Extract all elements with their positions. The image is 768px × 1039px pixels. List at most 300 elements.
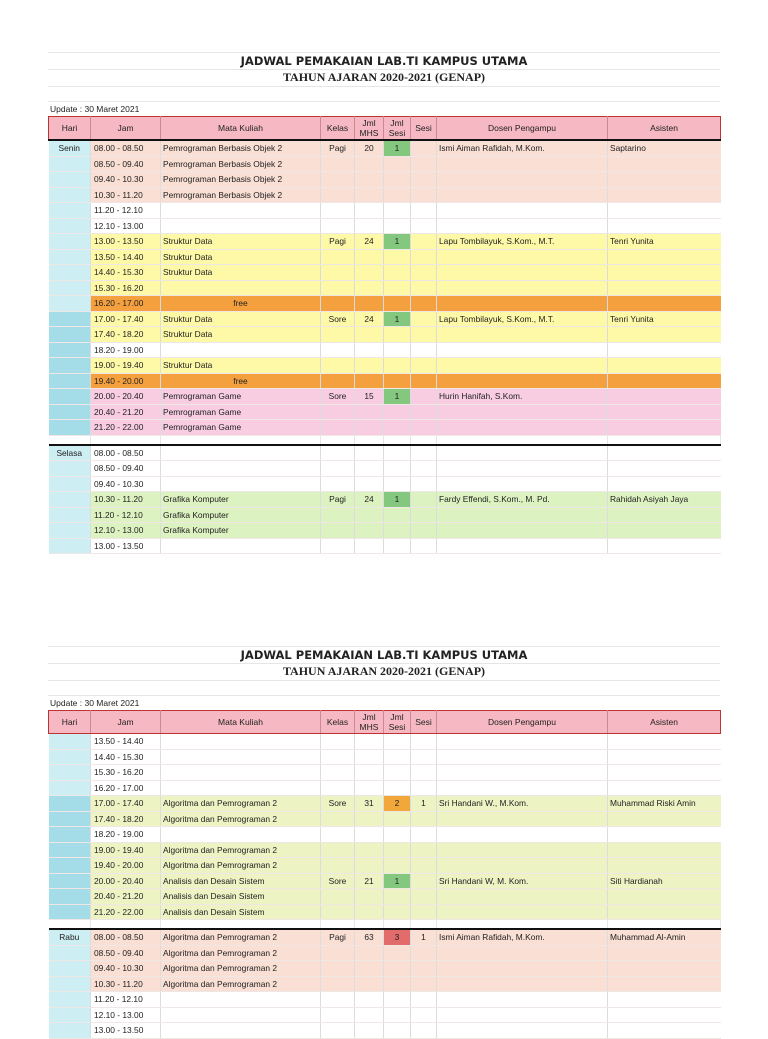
kelas-cell [321, 889, 355, 905]
kelas-cell: Sore [321, 873, 355, 889]
sesi-cell [411, 265, 437, 281]
jam-cell: 13.00 - 13.50 [91, 538, 161, 554]
dosen-cell: Fardy Effendi, S.Kom., M. Pd. [437, 492, 608, 508]
column-header: Sesi [411, 711, 437, 734]
column-header: Asisten [608, 711, 721, 734]
sesi-cell [411, 873, 437, 889]
sesi-cell [411, 858, 437, 874]
hari-cell [49, 342, 91, 358]
dosen-cell [437, 523, 608, 539]
table-row [49, 961, 721, 977]
asisten-cell: Muhammad Riski Amin [608, 796, 721, 812]
hari-cell [49, 461, 91, 477]
table-row [49, 765, 721, 781]
sesi-cell [411, 992, 437, 1008]
jam-cell: 17.40 - 18.20 [91, 327, 161, 343]
column-header: Jam [91, 117, 161, 141]
sesi-cell [411, 203, 437, 219]
hari-cell [49, 749, 91, 765]
sesi-cell [411, 234, 437, 250]
asisten-cell [608, 842, 721, 858]
table-row [49, 523, 721, 539]
jml-sesi-cell [384, 445, 411, 461]
table-row [49, 1023, 721, 1039]
mata-kuliah-cell: Pemrograman Berbasis Objek 2 [161, 172, 321, 188]
table-row [49, 749, 721, 765]
hari-cell: Rabu [49, 929, 91, 945]
hari-cell [49, 858, 91, 874]
kelas-cell [321, 296, 355, 312]
hari-cell [49, 1023, 91, 1039]
jml-mhs-cell [355, 1007, 384, 1023]
sesi-cell [411, 507, 437, 523]
mata-kuliah-cell [161, 827, 321, 843]
jam-cell: 13.50 - 14.40 [91, 249, 161, 265]
mata-kuliah-cell: Algoritma dan Pemrograman 2 [161, 811, 321, 827]
mata-kuliah-cell [161, 476, 321, 492]
hari-cell [49, 358, 91, 374]
jml-sesi-cell [384, 420, 411, 436]
hari-cell [49, 538, 91, 554]
dosen-cell: Sri Handani W, M. Kom. [437, 873, 608, 889]
table-row [49, 507, 721, 523]
mata-kuliah-cell: Grafika Komputer [161, 523, 321, 539]
jml-mhs-cell [355, 538, 384, 554]
schedule-sheet-1 [48, 52, 720, 554]
column-header: Mata Kuliah [161, 711, 321, 734]
dosen-cell [437, 265, 608, 281]
jml-sesi-cell [384, 904, 411, 920]
jml-mhs-cell [355, 404, 384, 420]
mata-kuliah-cell: Struktur Data [161, 327, 321, 343]
sesi-cell [411, 961, 437, 977]
jml-sesi-cell [384, 827, 411, 843]
jml-sesi-cell: 2 [384, 796, 411, 812]
jml-mhs-cell: 15 [355, 389, 384, 405]
mata-kuliah-cell: Pemrograman Game [161, 389, 321, 405]
jml-mhs-cell: 24 [355, 311, 384, 327]
jam-cell: 10.30 - 11.20 [91, 187, 161, 203]
jml-sesi-cell [384, 358, 411, 374]
mata-kuliah-cell [161, 445, 321, 461]
table-row [49, 172, 721, 188]
jml-mhs-cell [355, 203, 384, 219]
asisten-cell [608, 961, 721, 977]
table-row [49, 187, 721, 203]
kelas-cell [321, 961, 355, 977]
asisten-cell: Muhammad Al-Amin [608, 929, 721, 945]
jam-cell: 19.00 - 19.40 [91, 358, 161, 374]
hari-cell [49, 811, 91, 827]
hari-cell [49, 187, 91, 203]
dosen-cell [437, 507, 608, 523]
asisten-cell [608, 249, 721, 265]
mata-kuliah-cell: free [161, 373, 321, 389]
mata-kuliah-cell: Grafika Komputer [161, 492, 321, 508]
asisten-cell [608, 538, 721, 554]
sesi-cell [411, 780, 437, 796]
jml-mhs-cell [355, 156, 384, 172]
sesi-cell [411, 172, 437, 188]
jml-sesi-cell: 1 [384, 234, 411, 250]
mata-kuliah-cell: Struktur Data [161, 265, 321, 281]
jml-mhs-cell [355, 476, 384, 492]
kelas-cell [321, 445, 355, 461]
jam-cell: 17.00 - 17.40 [91, 311, 161, 327]
asisten-cell [608, 218, 721, 234]
table-row [49, 976, 721, 992]
sesi-cell [411, 342, 437, 358]
asisten-cell [608, 889, 721, 905]
kelas-cell [321, 187, 355, 203]
hari-cell [49, 265, 91, 281]
table-row [49, 373, 721, 389]
hari-cell [49, 389, 91, 405]
dosen-cell [437, 218, 608, 234]
jml-mhs-cell: 24 [355, 234, 384, 250]
sesi-cell [411, 404, 437, 420]
sesi-cell [411, 218, 437, 234]
kelas-cell [321, 507, 355, 523]
jml-mhs-cell [355, 734, 384, 750]
jml-sesi-cell [384, 218, 411, 234]
jam-cell: 18.20 - 19.00 [91, 342, 161, 358]
column-header: Mata Kuliah [161, 117, 321, 141]
hari-cell [49, 992, 91, 1008]
asisten-cell [608, 1023, 721, 1039]
column-header: Dosen Pengampu [437, 117, 608, 141]
jam-cell: 18.20 - 19.00 [91, 827, 161, 843]
mata-kuliah-cell: Algoritma dan Pemrograman 2 [161, 945, 321, 961]
asisten-cell [608, 749, 721, 765]
hari-cell: Senin [49, 140, 91, 156]
jam-cell: 19.40 - 20.00 [91, 373, 161, 389]
sesi-cell [411, 976, 437, 992]
dosen-cell [437, 327, 608, 343]
sesi-cell: 1 [411, 929, 437, 945]
asisten-cell [608, 420, 721, 436]
kelas-cell [321, 842, 355, 858]
asisten-cell [608, 280, 721, 296]
dosen-cell: Sri Handani W., M.Kom. [437, 796, 608, 812]
dosen-cell [437, 976, 608, 992]
jam-cell: 21.20 - 22.00 [91, 904, 161, 920]
hari-cell [49, 327, 91, 343]
sesi-cell [411, 296, 437, 312]
jml-sesi-cell [384, 203, 411, 219]
dosen-cell [437, 1007, 608, 1023]
mata-kuliah-cell [161, 203, 321, 219]
jml-mhs-cell [355, 420, 384, 436]
dosen-cell: Ismi Aiman Rafidah, M.Kom. [437, 929, 608, 945]
dosen-cell: Ismi Aiman Rafidah, M.Kom. [437, 140, 608, 156]
jam-cell: 11.20 - 12.10 [91, 992, 161, 1008]
dosen-cell [437, 249, 608, 265]
asisten-cell: Rahidah Asiyah Jaya [608, 492, 721, 508]
dosen-cell [437, 461, 608, 477]
asisten-cell [608, 780, 721, 796]
jam-cell: 14.40 - 15.30 [91, 749, 161, 765]
kelas-cell [321, 461, 355, 477]
column-header: Dosen Pengampu [437, 711, 608, 734]
table-row [49, 404, 721, 420]
jml-mhs-cell [355, 827, 384, 843]
jml-sesi-cell [384, 265, 411, 281]
dosen-cell [437, 373, 608, 389]
hari-cell [49, 280, 91, 296]
jml-sesi-cell [384, 1023, 411, 1039]
mata-kuliah-cell: Struktur Data [161, 234, 321, 250]
hari-cell [49, 203, 91, 219]
jml-sesi-cell [384, 858, 411, 874]
hari-cell [49, 796, 91, 812]
table-row [49, 203, 721, 219]
sheet-title: JADWAL PEMAKAIAN LAB.TI KAMPUS UTAMA [48, 646, 720, 663]
mata-kuliah-cell: Pemrograman Game [161, 420, 321, 436]
asisten-cell [608, 389, 721, 405]
asisten-cell [608, 156, 721, 172]
sesi-cell [411, 538, 437, 554]
asisten-cell [608, 404, 721, 420]
mata-kuliah-cell [161, 992, 321, 1008]
jml-mhs-cell [355, 1023, 384, 1039]
update-date: Update : 30 Maret 2021 [48, 101, 720, 116]
jml-mhs-cell [355, 765, 384, 781]
sesi-cell [411, 327, 437, 343]
dosen-cell [437, 1023, 608, 1039]
kelas-cell [321, 1023, 355, 1039]
sesi-cell: 1 [411, 796, 437, 812]
jml-sesi-cell [384, 187, 411, 203]
asisten-cell [608, 507, 721, 523]
table-row [49, 156, 721, 172]
column-header: Sesi [411, 117, 437, 141]
jml-mhs-cell [355, 523, 384, 539]
mata-kuliah-cell: Analisis dan Desain Sistem [161, 889, 321, 905]
table-row [49, 476, 721, 492]
kelas-cell [321, 172, 355, 188]
jml-sesi-cell [384, 373, 411, 389]
jml-sesi-cell [384, 523, 411, 539]
hari-cell [49, 507, 91, 523]
hari-cell [49, 373, 91, 389]
dosen-cell [437, 187, 608, 203]
mata-kuliah-cell [161, 538, 321, 554]
mata-kuliah-cell [161, 780, 321, 796]
asisten-cell [608, 445, 721, 461]
mata-kuliah-cell: Struktur Data [161, 249, 321, 265]
jml-mhs-cell: 20 [355, 140, 384, 156]
asisten-cell [608, 827, 721, 843]
jml-sesi-cell [384, 280, 411, 296]
jml-sesi-cell [384, 765, 411, 781]
kelas-cell [321, 280, 355, 296]
mata-kuliah-cell: Algoritma dan Pemrograman 2 [161, 976, 321, 992]
schedule-table [48, 710, 721, 1039]
hari-cell [49, 945, 91, 961]
hari-cell [49, 156, 91, 172]
hari-cell [49, 873, 91, 889]
hari-cell [49, 172, 91, 188]
hari-cell [49, 476, 91, 492]
kelas-cell [321, 327, 355, 343]
kelas-cell [321, 992, 355, 1008]
kelas-cell [321, 765, 355, 781]
kelas-cell [321, 218, 355, 234]
hari-cell [49, 827, 91, 843]
jml-mhs-cell [355, 358, 384, 374]
jml-mhs-cell [355, 507, 384, 523]
asisten-cell [608, 461, 721, 477]
asisten-cell [608, 945, 721, 961]
jam-cell: 09.40 - 10.30 [91, 172, 161, 188]
mata-kuliah-cell [161, 734, 321, 750]
dosen-cell: Lapu Tombilayuk, S.Kom., M.T. [437, 311, 608, 327]
jam-cell: 08.50 - 09.40 [91, 156, 161, 172]
dosen-cell [437, 749, 608, 765]
dosen-cell [437, 445, 608, 461]
sesi-cell [411, 373, 437, 389]
sesi-cell [411, 420, 437, 436]
dosen-cell [437, 904, 608, 920]
jml-sesi-cell [384, 172, 411, 188]
kelas-cell [321, 249, 355, 265]
jml-mhs-cell [355, 945, 384, 961]
asisten-cell [608, 296, 721, 312]
mata-kuliah-cell [161, 342, 321, 358]
jml-sesi-cell [384, 461, 411, 477]
dosen-cell [437, 296, 608, 312]
jam-cell: 20.00 - 20.40 [91, 389, 161, 405]
table-row [49, 945, 721, 961]
hari-cell [49, 311, 91, 327]
mata-kuliah-cell: Pemrograman Berbasis Objek 2 [161, 156, 321, 172]
table-row [49, 842, 721, 858]
kelas-cell [321, 811, 355, 827]
table-row [49, 218, 721, 234]
mata-kuliah-cell: Algoritma dan Pemrograman 2 [161, 796, 321, 812]
asisten-cell [608, 811, 721, 827]
jml-sesi-cell: 1 [384, 873, 411, 889]
kelas-cell [321, 858, 355, 874]
jml-mhs-cell: 21 [355, 873, 384, 889]
jml-mhs-cell [355, 296, 384, 312]
dosen-cell [437, 858, 608, 874]
mata-kuliah-cell [161, 765, 321, 781]
asisten-cell [608, 523, 721, 539]
asisten-cell [608, 976, 721, 992]
jml-sesi-cell [384, 1007, 411, 1023]
hari-cell: Selasa [49, 445, 91, 461]
hari-cell [49, 492, 91, 508]
jml-sesi-cell [384, 342, 411, 358]
asisten-cell: Siti Hardianah [608, 873, 721, 889]
kelas-cell [321, 156, 355, 172]
sesi-cell [411, 187, 437, 203]
kelas-cell [321, 945, 355, 961]
table-spacer [49, 435, 721, 445]
dosen-cell [437, 358, 608, 374]
jml-sesi-cell [384, 507, 411, 523]
kelas-cell: Sore [321, 796, 355, 812]
hari-cell [49, 976, 91, 992]
jam-cell: 15.30 - 16.20 [91, 280, 161, 296]
kelas-cell [321, 749, 355, 765]
asisten-cell [608, 858, 721, 874]
jam-cell: 10.30 - 11.20 [91, 976, 161, 992]
jml-mhs-cell [355, 961, 384, 977]
jml-sesi-cell [384, 945, 411, 961]
table-row [49, 827, 721, 843]
mata-kuliah-cell: Analisis dan Desain Sistem [161, 873, 321, 889]
jml-mhs-cell [355, 992, 384, 1008]
column-header: Kelas [321, 117, 355, 141]
jam-cell: 08.50 - 09.40 [91, 945, 161, 961]
kelas-cell: Pagi [321, 140, 355, 156]
hari-cell [49, 1007, 91, 1023]
kelas-cell [321, 1007, 355, 1023]
asisten-cell: Tenri Yunita [608, 311, 721, 327]
jml-mhs-cell [355, 976, 384, 992]
jml-mhs-cell: 24 [355, 492, 384, 508]
table-row [49, 1007, 721, 1023]
kelas-cell [321, 904, 355, 920]
dosen-cell [437, 992, 608, 1008]
jml-sesi-cell: 1 [384, 140, 411, 156]
dosen-cell [437, 765, 608, 781]
jml-sesi-cell [384, 156, 411, 172]
sesi-cell [411, 1007, 437, 1023]
jam-cell: 20.40 - 21.20 [91, 404, 161, 420]
table-row [49, 929, 721, 945]
mata-kuliah-cell [161, 1023, 321, 1039]
jml-sesi-cell [384, 842, 411, 858]
asisten-cell [608, 187, 721, 203]
table-row [49, 811, 721, 827]
hari-cell [49, 218, 91, 234]
jml-sesi-cell [384, 538, 411, 554]
hari-cell [49, 780, 91, 796]
table-row [49, 296, 721, 312]
jam-cell: 17.40 - 18.20 [91, 811, 161, 827]
kelas-cell [321, 203, 355, 219]
dosen-cell [437, 827, 608, 843]
asisten-cell [608, 765, 721, 781]
sesi-cell [411, 904, 437, 920]
hari-cell [49, 842, 91, 858]
dosen-cell [437, 404, 608, 420]
jam-cell: 17.00 - 17.40 [91, 796, 161, 812]
column-header: Jam [91, 711, 161, 734]
column-header: Jml MHS [355, 711, 384, 734]
jml-sesi-cell [384, 780, 411, 796]
sesi-cell [411, 827, 437, 843]
jam-cell: 08.00 - 08.50 [91, 445, 161, 461]
mata-kuliah-cell: Struktur Data [161, 311, 321, 327]
jml-mhs-cell [355, 218, 384, 234]
dosen-cell [437, 811, 608, 827]
kelas-cell [321, 373, 355, 389]
mata-kuliah-cell: Grafika Komputer [161, 507, 321, 523]
table-header [49, 117, 721, 141]
jam-cell: 08.00 - 08.50 [91, 140, 161, 156]
jml-mhs-cell [355, 342, 384, 358]
jml-mhs-cell [355, 749, 384, 765]
jam-cell: 19.40 - 20.00 [91, 858, 161, 874]
jml-mhs-cell [355, 858, 384, 874]
table-row [49, 234, 721, 250]
table-row [49, 420, 721, 436]
